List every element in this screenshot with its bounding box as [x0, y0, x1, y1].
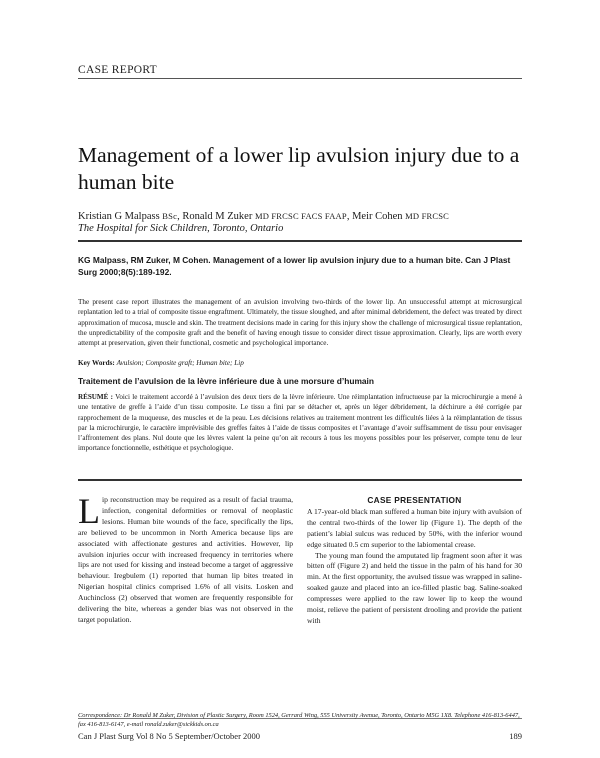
- affiliation: The Hospital for Sick Children, Toronto, Ontario: [78, 223, 284, 234]
- page-number: 189: [509, 731, 522, 741]
- author-list: Kristian G Malpass BSc, Ronald M Zuker MD FRCSC FACS FAAP, Meir Cohen MD FRCSC: [78, 211, 450, 222]
- body-column-right: [307, 495, 522, 627]
- drop-cap: L: [78, 491, 100, 531]
- keywords: [78, 358, 522, 368]
- author-name: Kristian G Malpass: [78, 211, 160, 222]
- article-title: Management of a lower lip avulsion injury due to a human bite: [78, 143, 520, 194]
- body-column-left: [78, 491, 293, 626]
- keywords-label: Key Words:: [78, 359, 115, 367]
- header-rule: [78, 78, 522, 79]
- section-label: CASE REPORT: [78, 64, 157, 76]
- resume-text: Voici le traitement accordé à l’avulsion des deux tiers de la lèvre inférieure. Une réimplantation infructueuse par la microchirurgie a mené à une tentative de greffe à l’aide d’un tissu composite. Le tissu a fini par se détacher et, après un léger débridement, la déchirure a été corrigée par rapprochement de la muqueuse, des muscles et de la peau. Les décisions relatives au traitement montrent les difficultés liées à la réimplantation de tissus par la microchirurgie, le caractère imprévisible des greffes faites à l’aide de tissus composites et l’avantage d’avoir suffisamment de tissu pour envisager l’affrontement des plans. Nul doute que les lèvres valent la peine qu’on ait recours à tous les moyens possibles pour les préserver, compte tenu de leur importance fonctionnelle, esthétique et psychologique.: [78, 393, 522, 453]
- divider-rule: [78, 479, 522, 481]
- french-title: Traitement de l’avulsion de la lèvre inférieure due à une morsure d’humain: [78, 376, 375, 386]
- abstract: The present case report illustrates the management of an avulsion involving two-thirds of the lower lip. An unsuccessful attempt at microsurgical replantation led to a trial of composite tissue engraftment. Ultimately, the tissue sloughed, and after minimal debridement, the defect was treated by direct approximation of mucosa, muscle and skin. The treatment decisions made in caring for this injury show the challenge of microsurgical tissue replantation, the unpredictability of the composite graft and the benefit of having enough tissue to consider direct tissue approximation. Clearly, lips are worth every attempt at preservation, given their functional, cosmetic and psychological importance.: [78, 298, 522, 348]
- author-degrees: BSc: [162, 211, 178, 221]
- author-degrees: MD FRCSC FACS FAAP: [254, 211, 347, 221]
- case-paragraph: A 17-year-old black man suffered a human bite injury with avulsion of the central two-thirds of the lower lip (Figure 1). The depth of the patient’s labial sulcus was reduced by 50%, with the inferior wound edge situated 0.5 cm superior to the labiomental crease.: [307, 506, 522, 549]
- french-abstract: [78, 392, 522, 454]
- citation: KG Malpass, RM Zuker, M Cohen. Management of a lower lip avulsion injury due to a human bite. Can J Plast Surg 2000;8(5):189-192.: [78, 255, 511, 277]
- journal-footer: Can J Plast Surg Vol 8 No 5 September/October 2000: [78, 731, 261, 741]
- case-paragraph: The young man found the amputated lip fragment soon after it was bitten off (Figure 2) and held the tissue in the palm of his hand for 30 min. At the first opportunity, the avulsed tissue was wrapped in saline-soaked gauze and placed into an ice-filled plastic bag. Saline-soaked compresses were applied to the raw lower lip to keep the wound moist, relieve the patient of persistent drooling and provide the patient with: [307, 550, 522, 625]
- keywords-value: Avulsion; Composite graft; Human bite; Lip: [116, 359, 244, 367]
- author-degrees: MD FRCSC: [405, 211, 450, 221]
- divider-rule: [78, 240, 522, 242]
- author-name: Meir Cohen: [352, 211, 403, 222]
- intro-paragraph: ip reconstruction may be required as a result of facial trauma, infection, congenital deformities or removal of neoplastic lesions. Human bite wounds of the face, specifically the lips, are believed to be uncommon in North America because lips are associated with affectionate gestures and activities. However, lip avulsion injuries occur with increased frequency in territories where lips are not used for kissing and instead become a target of aggressive behaviour. Iregbulem (1) reported that human lip bites treated in Nigerian hospital clinics comprised 1.6% of all visits. Losken and Auchincloss (2) observed that women are frequently responsible for delivering the bite, whereas a gender bias was not observed in the target population.: [78, 495, 293, 624]
- author-name: Ronald M Zuker: [182, 211, 253, 222]
- correspondence-note: Correspondence: Dr Ronald M Zuker, Division of Plastic Surgery, Room 1524, Gerrard Wing, 555 University Avenue, Toronto, Ontario M5G 1X8. Telephone 416-813-6447, fax 416-813-6147, e-mail ronald.zuker@sickkids.on.ca: [78, 712, 520, 728]
- section-heading: CASE PRESENTATION: [367, 495, 462, 505]
- resume-label: RÉSUMÉ :: [78, 393, 113, 401]
